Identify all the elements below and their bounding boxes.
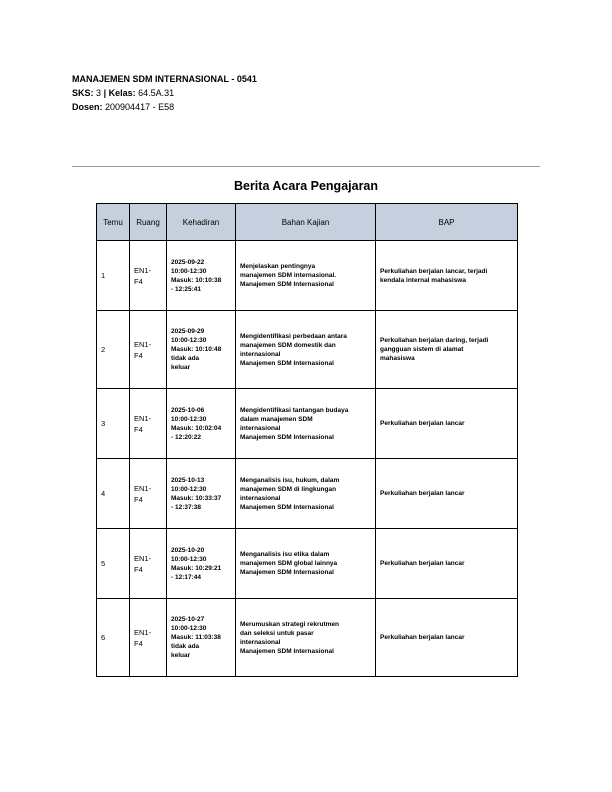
cell-kehadiran-line: - 12:17:44 [171,573,201,581]
cell-kehadiran-line: 10:00-12:30 [171,485,207,493]
cell-kehadiran-line: keluar [171,652,191,659]
cell-bahan-kajian-line: Mengidentifikasi perbedaan antara [240,332,347,340]
dosen-line [72,100,257,114]
cell-kehadiran-line: 2025-10-13 [171,476,205,484]
cell-ruang-line: F4 [134,424,143,434]
cell-kehadiran-line: - 12:20:22 [171,433,201,441]
course-meta-line [72,86,257,100]
cell-ruang-line: EN1- [134,265,152,275]
cell-kehadiran-line: 10:00-12:30 [171,625,207,632]
cell-temu: 3 [97,389,130,459]
cell-bap-line: gangguan sistem di alamat [380,346,464,353]
cell-ruang [130,459,167,529]
table-row [97,241,518,311]
cell-bahan-kajian-line: internasional [240,350,281,358]
cell-bahan-kajian-line: dan seleksi untuk pasar [240,629,314,637]
cell-bahan-kajian-line: Mengidentifikasi tantangan budaya [240,406,349,414]
cell-bahan-kajian-line: Manajemen SDM Internasional [240,647,334,655]
kelas-value: 64.5A.31 [138,88,175,98]
cell-kehadiran-line: Masuk: 10:02:04 [171,424,222,432]
cell-bahan-kajian-line: Manajemen SDM Internasional [240,359,334,367]
cell-ruang [130,241,167,311]
cell-kehadiran [167,459,236,529]
cell-bahan-kajian-line: manajemen SDM internasional. [240,272,337,279]
cell-bap [376,599,518,677]
col-header-bahan-kajian: Bahan Kajian [236,204,376,241]
cell-ruang [130,529,167,599]
divider [72,166,540,167]
cell-bap-line: kendala internal mahasiswa [380,276,466,284]
cell-kehadiran [167,529,236,599]
cell-temu: 5 [97,529,130,599]
cell-bahan-kajian-line: Manajemen SDM Internasional [240,281,334,288]
cell-bap-line: Perkuliahan berjalan lancar [380,560,465,567]
cell-bahan-kajian-line: dalam manajemen SDM [240,415,313,423]
attendance-table [96,203,518,677]
cell-kehadiran-line: 2025-10-20 [171,546,205,554]
cell-bahan-kajian-line: Manajemen SDM Internasional [240,433,334,441]
cell-kehadiran-line: - 12:25:41 [171,285,201,293]
table-row [97,389,518,459]
cell-kehadiran-line: 2025-09-29 [171,328,205,335]
table-header-row [97,204,518,241]
cell-bahan-kajian-line: Manajemen SDM Internasional [240,569,334,576]
cell-bahan-kajian-line: Manajemen SDM Internasional [240,503,334,511]
cell-bahan-kajian-line: Menganalisis isu etika dalam [240,551,330,558]
cell-kehadiran-line: Masuk: 10:10:48 [171,346,222,353]
col-header-ruang: Ruang [130,204,167,241]
col-header-kehadiran: Kehadiran [167,204,236,241]
cell-bahan-kajian-line: internasional [240,638,281,646]
cell-kehadiran-line: tidak ada [171,643,200,650]
cell-ruang-line: F4 [134,276,143,286]
cell-ruang-line: EN1- [134,627,152,637]
cell-bahan-kajian-line: internasional [240,424,281,432]
cell-ruang-line: F4 [134,350,143,360]
cell-kehadiran-line: - 12:37:38 [171,503,201,511]
cell-ruang-line: F4 [134,638,143,648]
col-header-temu: Temu [97,204,130,241]
cell-bahan-kajian-line: Merumuskan strategi rekrutmen [240,620,339,628]
cell-ruang-line: F4 [134,564,143,574]
cell-kehadiran [167,241,236,311]
cell-bahan-kajian [236,599,376,677]
table-row [97,311,518,389]
cell-bap [376,311,518,389]
cell-bahan-kajian-line: internasional [240,494,281,502]
sks-label: SKS: [72,88,94,98]
cell-ruang [130,311,167,389]
table-row [97,529,518,599]
sks-value: 3 [96,88,102,98]
page-title: Berita Acara Pengajaran [233,179,379,193]
cell-ruang [130,599,167,677]
cell-bahan-kajian [236,311,376,389]
cell-ruang-line: EN1- [134,413,152,423]
cell-bap-line: Perkuliahan berjalan lancar, terjadi [380,267,488,275]
dosen-label: Dosen: [72,102,103,112]
cell-bap [376,459,518,529]
cell-kehadiran-line: 2025-10-06 [171,406,205,414]
cell-temu: 6 [97,599,130,677]
cell-bahan-kajian-line: Menganalisis isu, hukum, dalam [240,476,340,484]
cell-kehadiran-line: 10:00-12:30 [171,555,207,563]
table-body [97,241,518,677]
course-title: MANAJEMEN SDM INTERNASIONAL - 0541 [72,74,257,84]
cell-kehadiran-line: 10:00-12:30 [171,415,207,423]
cell-kehadiran [167,389,236,459]
cell-bap [376,389,518,459]
cell-kehadiran-line: 10:00-12:30 [171,337,207,344]
cell-kehadiran-line: 2025-09-22 [171,258,205,266]
cell-temu: 2 [97,311,130,389]
cell-temu: 4 [97,459,130,529]
cell-bap-line: Perkuliahan berjalan daring, terjadi [380,337,489,344]
cell-kehadiran-line: 10:00-12:30 [171,267,207,275]
cell-kehadiran-line: Masuk: 10:29:21 [171,564,222,572]
table-row [97,459,518,529]
col-header-bap: BAP [376,204,518,241]
cell-kehadiran [167,311,236,389]
course-header [72,72,257,114]
table-row [97,599,518,677]
kelas-label: | Kelas: [103,88,136,98]
cell-kehadiran [167,599,236,677]
cell-kehadiran-line: tidak ada [171,355,200,362]
cell-bahan-kajian [236,389,376,459]
cell-bap [376,529,518,599]
dosen-value: 200904417 - E58 [105,102,175,112]
cell-bahan-kajian [236,459,376,529]
cell-ruang-line: EN1- [134,483,152,493]
cell-ruang-line: F4 [134,494,143,504]
cell-temu: 1 [97,241,130,311]
cell-kehadiran-line: keluar [171,364,191,371]
cell-ruang-line: EN1- [134,553,152,563]
cell-bahan-kajian-line: Menjelaskan pentingnya [240,263,316,270]
cell-bahan-kajian-line: manajemen SDM domestik dan [240,341,336,349]
cell-bahan-kajian [236,241,376,311]
cell-bahan-kajian-line: manajemen SDM global lainnya [240,560,338,567]
cell-kehadiran-line: 2025-10-27 [171,616,205,623]
cell-kehadiran-line: Masuk: 10:10:38 [171,276,222,284]
cell-bap-line: Perkuliahan berjalan lancar [380,490,465,497]
cell-bap-line: mahasiswa [380,355,415,362]
cell-ruang [130,389,167,459]
cell-kehadiran-line: Masuk: 11:03:38 [171,634,221,641]
cell-bahan-kajian [236,529,376,599]
cell-bap-line: Perkuliahan berjalan lancar [380,634,465,641]
cell-bahan-kajian-line: manajemen SDM di lingkungan [240,485,337,493]
cell-kehadiran-line: Masuk: 10:33:37 [171,494,222,502]
cell-bap-line: Perkuliahan berjalan lancar [380,420,465,427]
cell-bap [376,241,518,311]
cell-ruang-line: EN1- [134,339,152,349]
